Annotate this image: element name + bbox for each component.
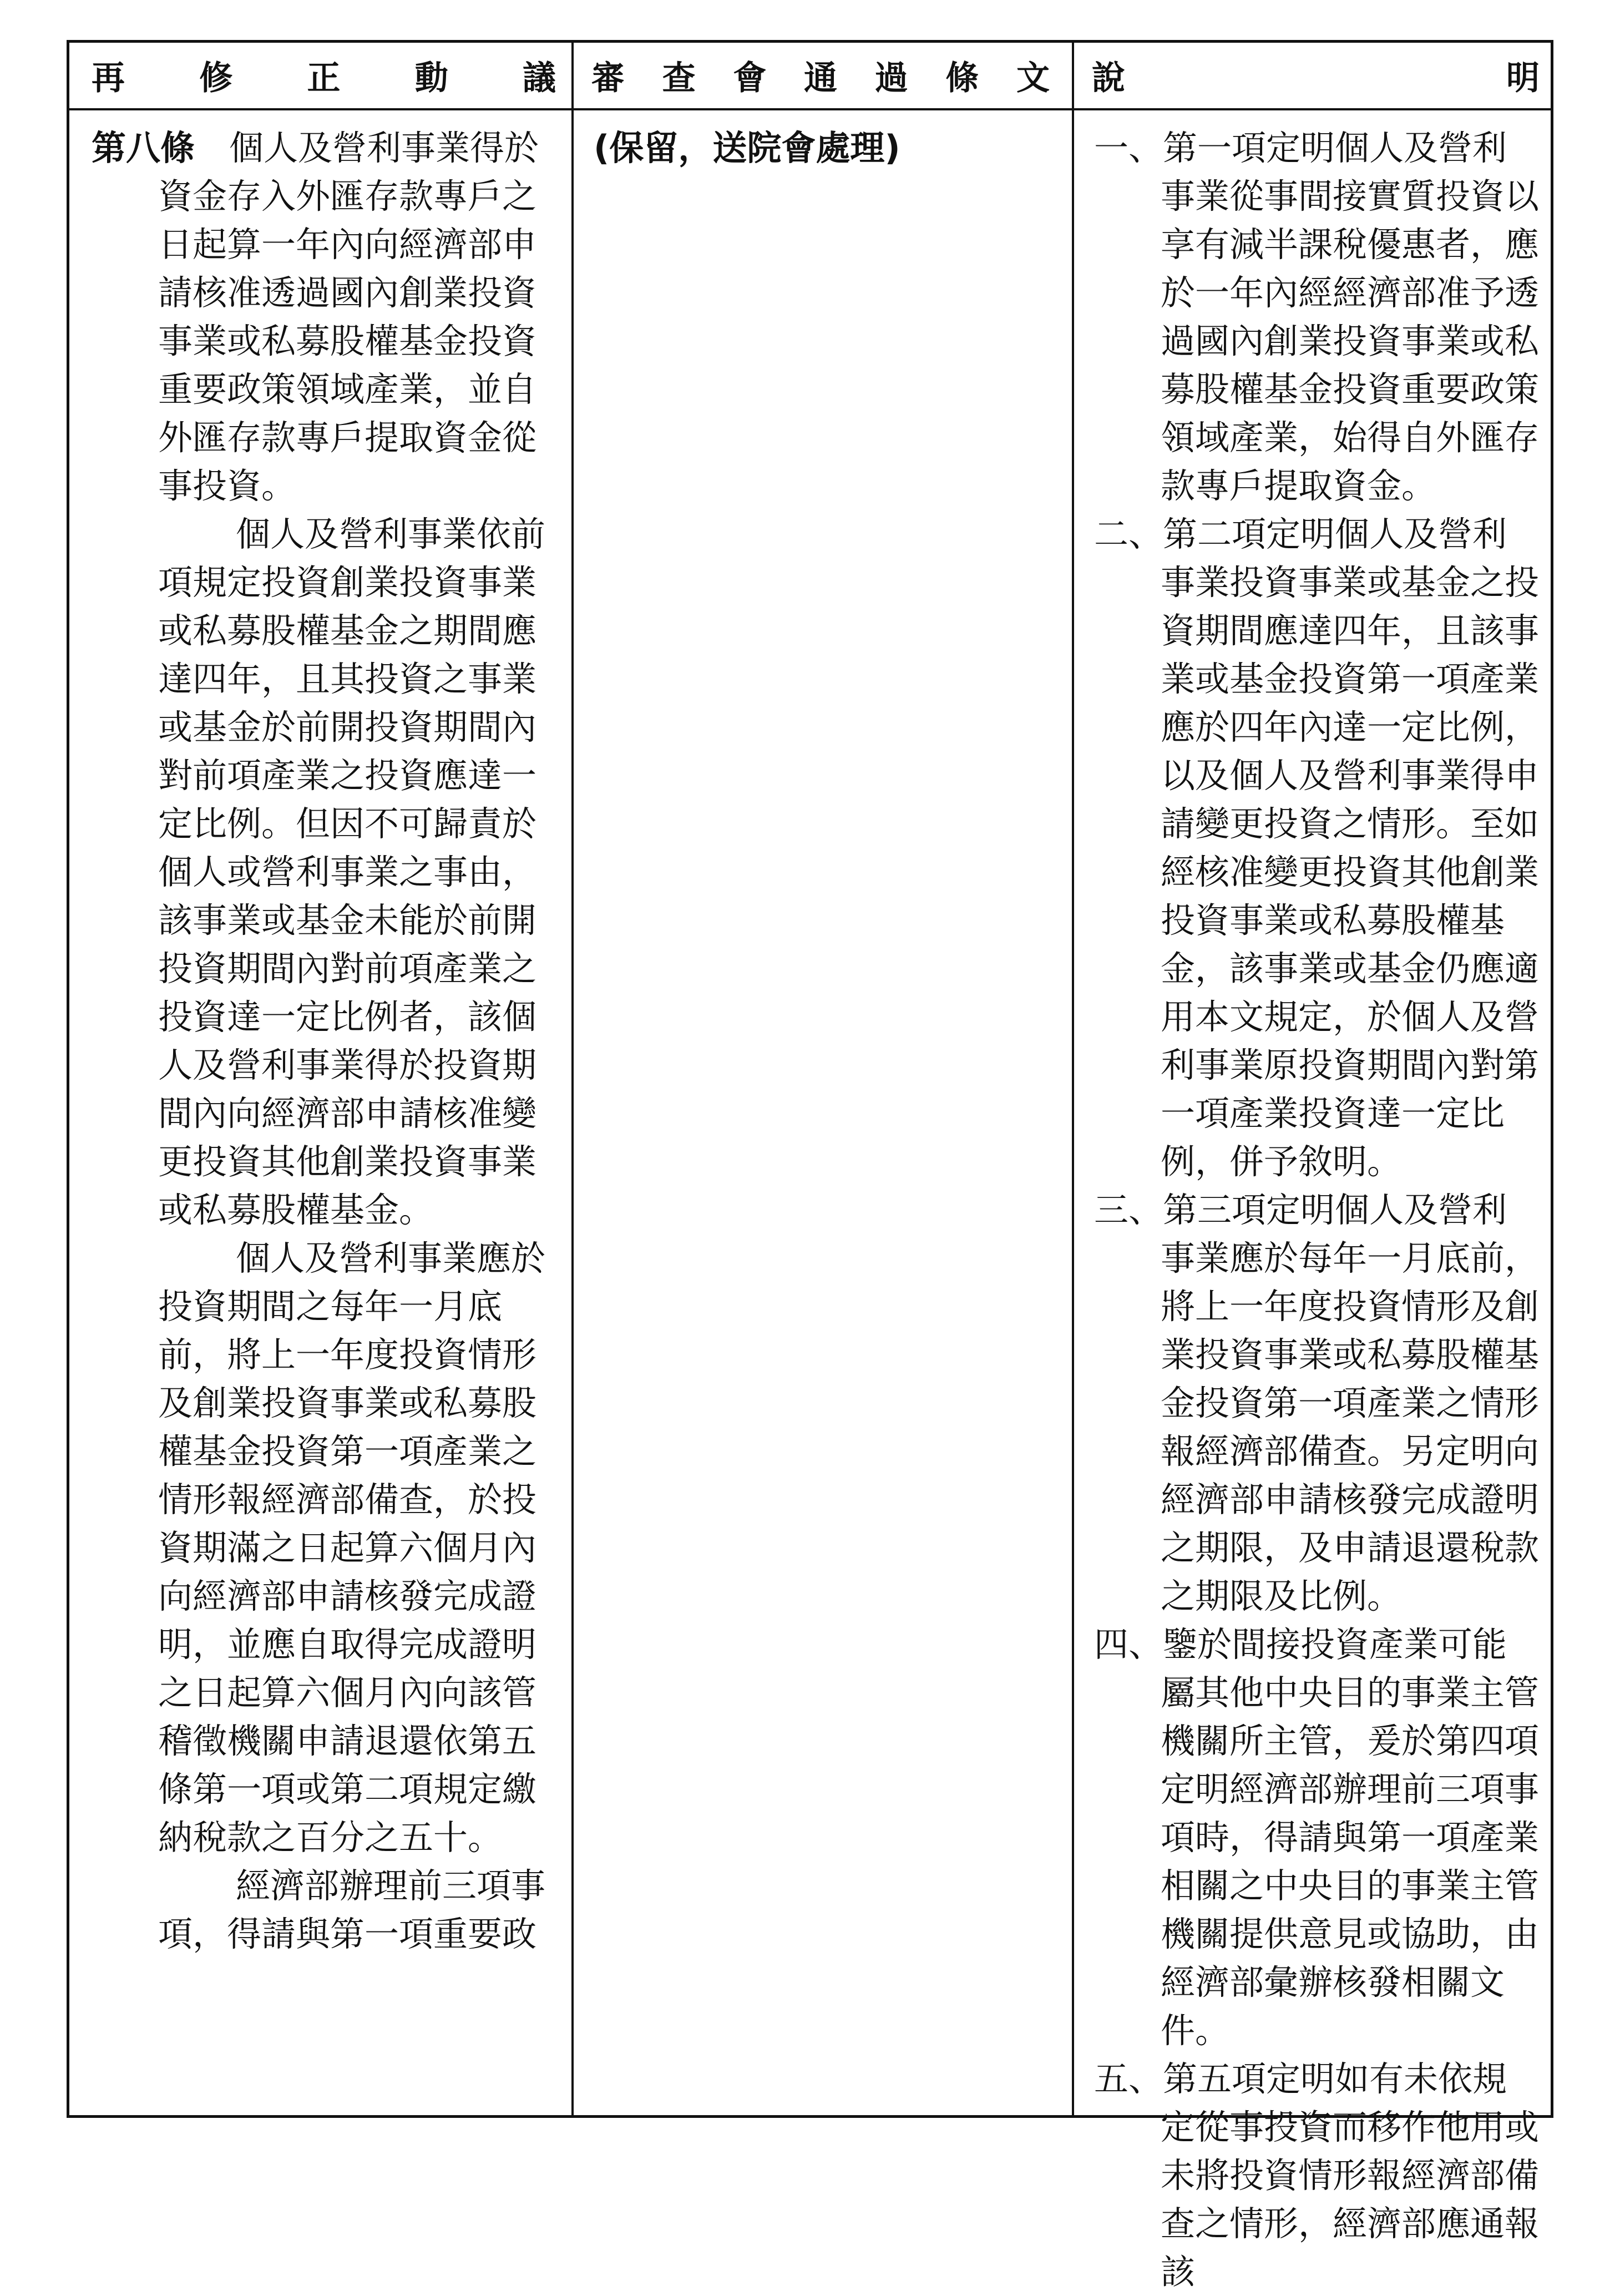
header-explanation: 說 明 [1092,59,1540,98]
comparison-table [67,40,1553,2292]
article-label: 第八條 [92,128,195,168]
explanation-column [1072,110,1556,2296]
explanation-item: 一、第一項定明個人及營利事業從事間接實質投資以享有減半課稅優惠者，應於一年內經經濟部准予透過國內創業投資事業或私募股權基金投資重要政策領域產業，始得自外匯存款專戶提取資金。 [1094,128,1540,506]
explanation-item: 三、第三項定明個人及營利事業應於每年一月底前，將上一年度投資情形及創業投資事業或私募股權基金投資第一項產業之情形報經濟部備查。另定明向經濟部申請核發完成證明之期限，及申請退還稅款之期限及比例。 [1094,1190,1540,1616]
committee-text-column [571,110,1072,172]
explanation-item: 四、鑒於間接投資產業可能屬其他中央目的事業主管機關所主管，爰於第四項定明經濟部辦理前三項事項時，得請與第一項產業相關之中央目的事業主管機關提供意見或協助，由經濟部彙辦核發相關文件。 [1094,1624,1540,2051]
explanation-item: 五、第五項定明如有未依規定從事投資而移作他用或未將投資情形報經濟部備查之情形，經濟部應通報該 [1094,2059,1540,2292]
header-revised-motion: 再 修 正 動 議 [92,59,556,98]
explanation-item: 二、第二項定明個人及營利事業投資事業或基金之投資期間應達四年，且該事業或基金投資第一項產業應於四年內達一定比例，以及個人及營利事業得申請變更投資之情形。至如經核准變更投資其他創業投資事業或私募股權基金，該事業或基金仍應適用本文規定，於個人及營利事業原投資期間內對第一項產業投資達一定比例，併予敘明。 [1094,514,1540,1182]
header-committee-text: 審 查 會 通 過 條 文 [591,59,1050,98]
article-paragraph: 第八條 個人及營利事業得於資金存入外匯存款專戶之日起算一年內向經濟部申請核准透過國內創業投資事業或私募股權基金投資重要政策領域產業，並自外匯存款專戶提取資金從事投資。 [92,128,539,506]
reserved-note: (保留，送院會處理) [594,128,900,168]
article-paragraph: 個人及營利事業依前項規定投資創業投資事業或私募股權基金之期間應達四年，且其投資之事業或基金於前開投資期間內對前項產業之投資應達一定比例。但因不可歸責於個人或營利事業之事由，該事業或基金未能於前開投資期間內對前項產業之投資達一定比例者，該個人及營利事業得於投資期間內向經濟部申請核准變更投資其他創業投資事業或私募股權基金。 [158,514,546,1230]
article-paragraph: 經濟部辦理前三項事項，得請與第一項重要政 [158,1865,546,1954]
column-divider [571,43,574,2115]
article-paragraph: 個人及營利事業應於投資期間之每年一月底前，將上一年度投資情形及創業投資事業或私募股權基金投資第一項產業之情形報經濟部備查，於投資期滿之日起算六個月內向經濟部申請核發完成證明，並應自取得完成證明之日起算六個月內向該管稽徵機關申請退還依第五條第一項或第二項規定繳納稅款之百分之五十。 [158,1238,546,1858]
revised-motion-column [69,110,571,1958]
